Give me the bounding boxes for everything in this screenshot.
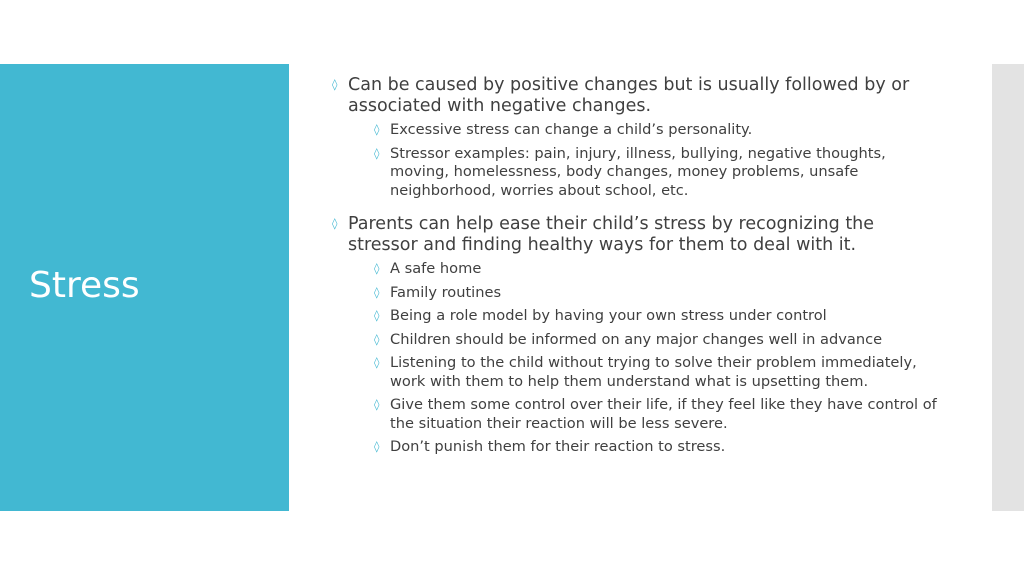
sub-bullet-point (374, 145, 942, 201)
bullet-group-1 (332, 75, 942, 200)
diamond-outline-icon: ◊ (374, 285, 380, 299)
sub-bullet-point (374, 354, 942, 391)
sub-bullet-point (374, 396, 942, 433)
sub-bullet-text: Excessive stress can change a child’s personality. (390, 121, 753, 138)
sub-bullet-text: Don’t punish them for their reaction to stress. (390, 438, 726, 455)
sub-bullet-point (374, 121, 942, 140)
diamond-outline-icon: ◊ (374, 262, 380, 275)
diamond-outline-icon: ◊ (374, 398, 380, 411)
sub-bullet-point (374, 438, 942, 457)
bullet-text: Parents can help ease their child’s stress by recognizing the stressor and finding healthy ways for them to deal with it. (348, 214, 875, 255)
diamond-outline-icon: ◊ (374, 123, 380, 136)
sub-bullet-text: Give them some control over their life, if they feel like they have control of the situation their reaction will be less severe. (390, 396, 937, 432)
bullet-group-2 (332, 214, 942, 457)
sub-bullet-text: Being a role model by having your own stress under control (390, 307, 827, 324)
sub-bullet-text: Listening to the child without trying to solve their problem immediately, work with them to help them understand what is upsetting them. (390, 354, 917, 390)
diamond-outline-icon: ◊ (332, 78, 338, 91)
content-area (332, 75, 942, 495)
bullet-text: Can be caused by positive changes but is usually followed by or associated with negative changes. (348, 75, 910, 116)
bullet-point (332, 214, 942, 255)
sub-bullet-point (374, 331, 942, 350)
sub-bullet-point (374, 284, 942, 303)
diamond-outline-icon: ◊ (374, 309, 380, 322)
sub-bullet-text: Children should be informed on any major changes well in advance (390, 330, 883, 348)
sub-bullet-text: Stressor examples: pain, injury, illness, bullying, negative thoughts, moving, homelessness, body changes, money problems, unsafe neighborhood, worries about school, etc. (390, 144, 886, 199)
side-accent-bar (992, 64, 1024, 511)
diamond-outline-icon: ◊ (374, 356, 380, 369)
sub-bullet-point (374, 260, 942, 279)
sub-bullet-point (374, 307, 942, 326)
diamond-outline-icon: ◊ (374, 332, 380, 346)
diamond-outline-icon: ◊ (374, 146, 380, 160)
slide-title: Stress (29, 265, 140, 306)
sub-bullet-text: Family routines (390, 283, 502, 301)
diamond-outline-icon: ◊ (332, 217, 338, 230)
bullet-point (332, 75, 942, 116)
sub-bullet-text: A safe home (390, 260, 482, 277)
diamond-outline-icon: ◊ (374, 440, 380, 453)
